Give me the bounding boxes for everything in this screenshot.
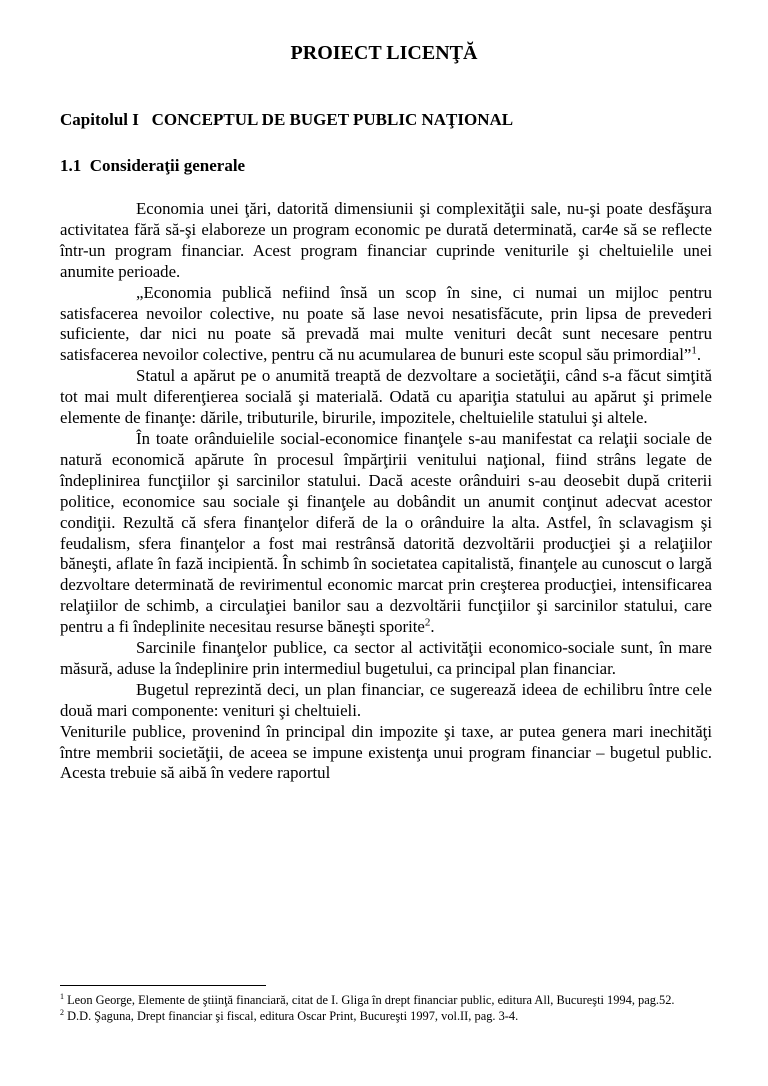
paragraph: Sarcinile finanţelor publice, ca sector al activităţii economico-sociale sunt, în mare măsură, aduse la îndeplinire prin intermediul bugetului, ca principal plan financiar. [60,638,712,678]
document-title: PROIECT LICENŢĂ [290,42,478,64]
paragraph: Bugetul reprezintă deci, un plan financiar, ce sugerează ideea de echilibru între cele două mari componente: venituri şi cheltuieli. [60,679,712,720]
footnote: $^2$ D.D. Şaguna, Drept financiar şi fiscal, editura Oscar Print, Bucureşti 1997, vol.II, pag. 3-4. [60,1008,519,1024]
paragraph: Economia unei ţări, datorită dimensiunii şi complexităţii sale, nu-şi poate desfăşura activitatea fără să-şi elaboreze un program economic pe durată determinată, car4e să se reflecte într-un program financiar. Acest program financiar cuprinde veniturile şi cheltuielile unei anumite perioade. [60,199,712,281]
footnote-mark: 2 [60,1008,64,1018]
paragraph: În toate orânduielile social-economice finanţele s-au manifestat ca relaţii sociale de natură economică apărute în procesul împărţirii venitului naţional, fiind strâns legate de îndeplinirea funcţiilor şi sarcinilor statului. Dacă aceste orânduiri s-au deosebit după criterii politice, economice sau sociale şi finanţele au dobândit un anumit conţinut adecvat acestor condiţii. Rezultă că sfera finanţelor diferă de la o orânduire la alta. Astfel, în sclavagism şi feudalism, sfera finanţelor a fost mai restrânsă datorită dezvoltării producţiei şi a relaţiilor băneşti, aflate în fază incipientă. În schimb în societatea capitalistă, finanţele au cunoscut o largă dezvoltare determinată de revirimentul economic marcat prin creşterea producţiei, intensificarea relaţiilor de schimb, a circulaţiei banilor sau a dezvoltării funcţiilor şi sarcinilor statului, care pentru a fi îndeplinite necesitau resurse băneşti sporite$^2$. [60,428,712,637]
paragraph: „Economia publică nefiind însă un scop în sine, ci numai un mijloc pentru satisfacerea nevoilor colective, nu poate să lase nevoi nesatisfăcute, prin lipsa de prevederi suficiente, dar nici nu poate să prevadă mai multe venituri decât sunt necesare pentru satisfacerea nevoilor colective, pentru că nu acumularea de bunuri este scopul său primordial”$^1$. [60,282,712,365]
footnote-divider [60,985,266,986]
body-text [60,199,712,784]
paragraph: Veniturile publice, provenind în principal din impozite şi taxe, ar putea genera mari inechităţi între membrii societăţii, de aceea se impune existenţa unui program financiar – bugetul public. Acesta trebuie să aibă în vedere raportul [60,721,712,783]
footnotes [60,992,712,1025]
footnote-ref: 2 [424,616,431,629]
chapter-heading: Capitolul I CONCEPTUL DE BUGET PUBLIC NAŢIONAL [60,110,514,129]
footnote-ref: 1 [691,344,697,357]
footnote: $^1$ Leon George, Elemente de ştiinţă financiară, citat de I. Gliga în drept financiar public, editura All, Bucureşti 1994, pag.52. [60,991,675,1007]
paragraph: Statul a apărut pe o anumită treaptă de dezvoltare a societăţii, când s-a făcut simţită tot mai mult diferenţierea socială şi materială. Odată cu apariţia statului au apărut şi primele elemente de finanţe: dările, tributurile, birurile, impozitele, cheltuielile statului şi altele. [60,366,712,428]
footnote-mark: 1 [60,991,64,1001]
section-heading: 1.1 Consideraţii generale [60,156,246,175]
